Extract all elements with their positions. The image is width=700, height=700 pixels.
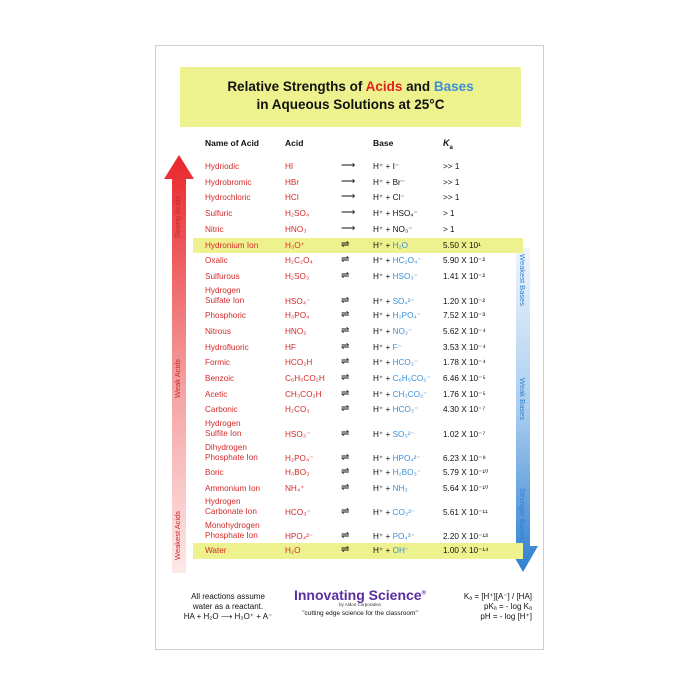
proton: H⁺ + <box>373 296 393 306</box>
proton: H⁺ + <box>373 326 393 336</box>
ka-value: 6.46 X 10⁻⁵ <box>443 373 486 383</box>
table-row <box>193 418 523 440</box>
acid-formula: HCO₂H <box>285 358 313 368</box>
forward-arrow-icon: ⟶ <box>341 207 356 219</box>
acid-name: Hydrobromic <box>205 177 252 187</box>
acid-name: Water <box>205 546 227 556</box>
table-row <box>193 481 523 497</box>
equilibrium-arrow-icon: ⇌ <box>341 506 350 518</box>
equilibrium-arrow-icon: ⇌ <box>341 544 350 556</box>
proton: H⁺ + <box>373 342 393 352</box>
header-ka-symbol: K <box>443 138 450 148</box>
brand-name: Innovating Science <box>293 587 422 603</box>
equilibrium-arrow-icon: ⇌ <box>341 324 350 336</box>
acid-formula: H₃PO₄ <box>285 311 310 321</box>
acid-formula: HSO₃⁻ <box>285 430 311 439</box>
brand-reg-mark: ® <box>421 590 426 597</box>
equilibrium-arrow-icon: ⇌ <box>341 269 350 281</box>
reaction-note-line1: All reactions assume <box>191 592 265 601</box>
forward-arrow-icon: ⟶ <box>341 175 356 187</box>
brand-block <box>290 587 430 617</box>
base-ion: H₂BO₃⁻ <box>392 468 422 477</box>
ka-value: 5.61 X 10⁻¹¹ <box>443 508 488 518</box>
proton: H⁺ + <box>373 508 393 518</box>
proton: H⁺ + <box>373 531 393 541</box>
table-row <box>193 543 523 559</box>
base-ion: HCO₃⁻ <box>392 405 419 415</box>
ka-value: 4.30 X 10⁻⁷ <box>443 405 486 415</box>
equilibrium-arrow-icon: ⇌ <box>341 529 350 541</box>
acid-formula: NH₄⁺ <box>285 483 305 493</box>
acid-formula: HF <box>285 342 296 352</box>
ka-value: > 1 <box>443 209 455 219</box>
acid-name: Nitrous <box>205 326 231 336</box>
ka-value: 1.76 X 10⁻⁵ <box>443 389 486 399</box>
side-label-weak-acids: Weak Acids <box>173 358 182 398</box>
base-ion: HSO₃⁻ <box>392 271 418 281</box>
proton: H⁺ + <box>373 271 393 281</box>
base-ion: OH⁻ <box>392 546 410 556</box>
title-bases-word: Bases <box>433 79 474 94</box>
base-ion: HPO₄²⁻ <box>392 453 421 463</box>
acid-name: Hydriodic <box>205 162 240 171</box>
acid-formula: HNO₃ <box>285 224 307 234</box>
acid-name: Oxalic <box>205 256 228 266</box>
table-row <box>193 387 523 403</box>
equilibrium-arrow-icon: ⇌ <box>341 340 350 352</box>
base-ion: HCO₂⁻ <box>392 358 419 368</box>
base-ion: CH₃CO₂⁻ <box>392 389 428 399</box>
proton: H⁺ + <box>373 546 393 556</box>
base-ion: H₂PO₄⁻ <box>392 311 422 321</box>
acid-formula: C₆H₅CO₂H <box>285 373 325 383</box>
ka-value: 1.41 X 10⁻² <box>443 271 486 281</box>
acid-formula: CH₃CO₂H <box>285 389 322 399</box>
conjugate-base <box>373 454 421 464</box>
conjugate-base <box>373 327 412 337</box>
table-row <box>193 206 523 222</box>
acid-name: Nitric <box>205 224 224 234</box>
acid-formula: H₃BO₃ <box>285 468 310 477</box>
acid-formula: H₃O⁺ <box>285 240 305 250</box>
conjugate-base <box>373 297 415 307</box>
table-row <box>193 371 523 387</box>
conjugate-base <box>373 508 415 518</box>
equilibrium-arrow-icon: ⇌ <box>341 451 350 463</box>
conjugate-base <box>373 405 418 415</box>
acid-name: Phosphoric <box>205 311 246 321</box>
table-row <box>193 190 523 206</box>
title-line-2: in Aqueous Solutions at 25°C <box>256 97 445 112</box>
side-label-stronger-bases: Stronger Bases <box>518 488 527 540</box>
acid-formula: H₂C₂O₄ <box>285 256 313 266</box>
acid-name: Formic <box>205 358 231 368</box>
side-label-weak-bases: Weak Bases <box>518 378 527 420</box>
equilibrium-arrow-icon: ⇌ <box>341 309 350 321</box>
reaction-note-line2: water as a reactant. <box>192 602 264 611</box>
ka-value: 1.00 X 10⁻¹⁴ <box>443 546 489 556</box>
base-ion: F⁻ <box>392 342 402 352</box>
acid-name: Hydrogen Sulfite Ion <box>205 419 242 438</box>
ka-value: 7.52 X 10⁻³ <box>443 311 486 321</box>
conjugate-base <box>373 484 408 494</box>
ka-value: 5.50 X 10¹ <box>443 240 481 250</box>
table-row <box>193 175 523 191</box>
acid-name: Sulfuric <box>205 209 233 219</box>
conjugate-base <box>373 311 421 321</box>
ka-value: >> 1 <box>443 177 460 187</box>
conjugate-base <box>373 468 421 478</box>
equilibrium-arrow-icon: ⇌ <box>341 481 350 493</box>
base-ion: SO₃²⁻ <box>392 430 415 439</box>
base-ion: NO₂⁻ <box>392 326 413 336</box>
conjugate-base: H⁺ + I⁻ <box>373 162 400 171</box>
acid-formula: HCl <box>285 193 299 203</box>
acid-formula: HNO₂ <box>285 326 307 336</box>
conjugate-base <box>373 546 409 556</box>
side-label-weakest-bases: Weakest Bases <box>518 254 527 306</box>
base-ion: H₂O <box>392 240 409 250</box>
acid-name: Hydronium Ion <box>205 240 259 250</box>
acid-name: Monohydrogen Phosphate Ion <box>205 520 260 540</box>
proton: H⁺ + <box>373 483 393 493</box>
proton: H⁺ + <box>373 311 393 321</box>
table-row <box>193 442 523 464</box>
ka-value: 2.20 X 10⁻¹³ <box>443 531 488 541</box>
brand-subtitle: by Aldon Corporation <box>338 602 382 607</box>
proton: H⁺ + <box>373 256 393 266</box>
base-ion: PO₄³⁻ <box>392 531 415 541</box>
ka-formula: Kₐ = [H⁺][A⁻] / [HA] <box>463 592 532 601</box>
conjugate-base: H⁺ + Br⁻ <box>373 177 406 187</box>
table-row <box>193 520 523 542</box>
conjugate-base: H⁺ + NO₃⁻ <box>373 224 413 234</box>
acid-formula: HI <box>285 162 294 171</box>
table-row <box>193 324 523 340</box>
acid-name: Carbonic <box>205 405 238 415</box>
acid-formula: H₂SO₄ <box>285 209 310 219</box>
base-ion: HC₂O₄⁻ <box>392 256 422 266</box>
ka-value: > 1 <box>443 224 455 234</box>
header-acid: Acid <box>285 138 304 148</box>
title-line-1 <box>180 78 521 96</box>
acid-name: Sulfurous <box>205 271 240 281</box>
conjugate-base <box>373 430 415 440</box>
title-acids-word: Acids <box>365 79 403 94</box>
title-box <box>180 67 521 127</box>
proton: H⁺ + <box>373 389 393 399</box>
acid-formula: HCO₃⁻ <box>285 508 311 518</box>
acid-name: Hydrogen Carbonate Ion <box>205 497 257 517</box>
equilibrium-arrow-icon: ⇌ <box>341 403 350 415</box>
conjugate-base: H⁺ + HSO₄⁻ <box>373 209 418 219</box>
header-ka <box>443 138 453 151</box>
conjugate-base <box>373 343 402 353</box>
title-and: and <box>402 79 434 94</box>
table-row <box>193 496 523 518</box>
base-ion: NH₃ <box>392 483 408 493</box>
ka-value: 5.64 X 10⁻¹⁰ <box>443 483 489 493</box>
acid-formula: HPO₄²⁻ <box>285 531 314 541</box>
ph-formula: pH = - log [H⁺] <box>480 612 532 621</box>
ka-value: 1.78 X 10⁻⁴ <box>443 358 486 368</box>
acid-formula: HSO₄⁻ <box>285 296 311 306</box>
formula-note <box>437 592 532 622</box>
proton: H⁺ + <box>373 468 393 477</box>
table-row <box>193 238 523 254</box>
acid-name: Ammonium Ion <box>205 483 261 493</box>
equilibrium-arrow-icon: ⇌ <box>341 254 350 266</box>
title-text: Relative Strengths of <box>227 79 366 94</box>
table-row <box>193 465 523 481</box>
proton: H⁺ + <box>373 453 393 463</box>
acid-name: Hydrochloric <box>205 193 251 203</box>
equilibrium-arrow-icon: ⇌ <box>341 387 350 399</box>
proton: H⁺ + <box>373 430 393 439</box>
conjugate-base <box>373 390 428 400</box>
header-ka-sub: a <box>449 144 453 151</box>
side-label-strong-acids: Strong Acids <box>173 195 182 238</box>
ka-value: 5.90 X 10⁻² <box>443 256 486 266</box>
conjugate-base <box>373 374 431 384</box>
equilibrium-arrow-icon: ⇌ <box>341 371 350 383</box>
equilibrium-arrow-icon: ⇌ <box>341 356 350 368</box>
base-ion: C₆H₅CO₂⁻ <box>392 373 431 383</box>
ka-value: >> 1 <box>443 162 460 171</box>
table-row <box>193 285 523 307</box>
acid-name: Benzoic <box>205 373 235 383</box>
side-label-weakest-acids: Weakest Acids <box>173 510 182 560</box>
proton: H⁺ + <box>373 373 393 383</box>
forward-arrow-icon: ⟶ <box>341 160 356 171</box>
forward-arrow-icon: ⟶ <box>341 222 356 234</box>
acid-formula: H₂O <box>285 546 301 556</box>
table-row <box>193 159 523 175</box>
header-name: Name of Acid <box>205 138 260 148</box>
ka-value: >> 1 <box>443 193 460 203</box>
ka-value: 1.02 X 10⁻⁷ <box>443 430 486 439</box>
acid-formula: H₂CO₃ <box>285 405 310 415</box>
pka-formula: pKₐ = - log Kₐ <box>484 602 532 611</box>
conjugate-base <box>373 532 415 542</box>
table-row <box>193 402 523 418</box>
brand-logo <box>290 587 430 603</box>
forward-arrow-icon: ⟶ <box>341 191 356 203</box>
ka-value: 5.62 X 10⁻⁴ <box>443 326 486 336</box>
proton: H⁺ + <box>373 240 393 250</box>
acid-formula: H₂SO₃ <box>285 271 310 281</box>
header-base: Base <box>373 138 394 148</box>
ka-value: 5.79 X 10⁻¹⁰ <box>443 468 489 477</box>
ka-value: 3.53 X 10⁻⁴ <box>443 342 486 352</box>
acid-formula: H₂PO₄⁻ <box>285 453 314 463</box>
conjugate-base: H⁺ + Cl⁻ <box>373 193 405 203</box>
equilibrium-arrow-icon: ⇌ <box>341 428 350 439</box>
table-row <box>193 253 523 269</box>
ka-value: 1.20 X 10⁻² <box>443 296 486 306</box>
table-row <box>193 269 523 285</box>
table-row <box>193 340 523 356</box>
ka-value: 6.23 X 10⁻⁸ <box>443 453 486 463</box>
acid-formula: HBr <box>285 177 300 187</box>
table-row <box>193 308 523 324</box>
brand-tagline: "cutting edge science for the classroom" <box>302 610 418 617</box>
equilibrium-arrow-icon: ⇌ <box>341 294 350 306</box>
reaction-note <box>168 592 288 622</box>
proton: H⁺ + <box>373 358 393 368</box>
acid-name: Hydrofluoric <box>205 342 249 352</box>
conjugate-base <box>373 256 422 266</box>
acid-name: Boric <box>205 468 224 477</box>
reaction-note-equation: HA + H₂O ⟶ H₃O⁺ + A⁻ <box>183 612 273 621</box>
conjugate-base <box>373 241 408 251</box>
acid-name: Hydrogen Sulfate Ion <box>205 285 245 305</box>
acid-name: Acetic <box>205 389 228 399</box>
equilibrium-arrow-icon: ⇌ <box>341 238 350 250</box>
base-ion: SO₄²⁻ <box>392 296 415 306</box>
equilibrium-arrow-icon: ⇌ <box>341 466 350 477</box>
table-row <box>193 355 523 371</box>
proton: H⁺ + <box>373 405 393 415</box>
base-ion: CO₃²⁻ <box>392 508 416 518</box>
conjugate-base <box>373 272 418 282</box>
conjugate-base <box>373 358 418 368</box>
table-row <box>193 222 523 238</box>
acid-name: Dihydrogen Phosphate Ion <box>205 442 258 462</box>
